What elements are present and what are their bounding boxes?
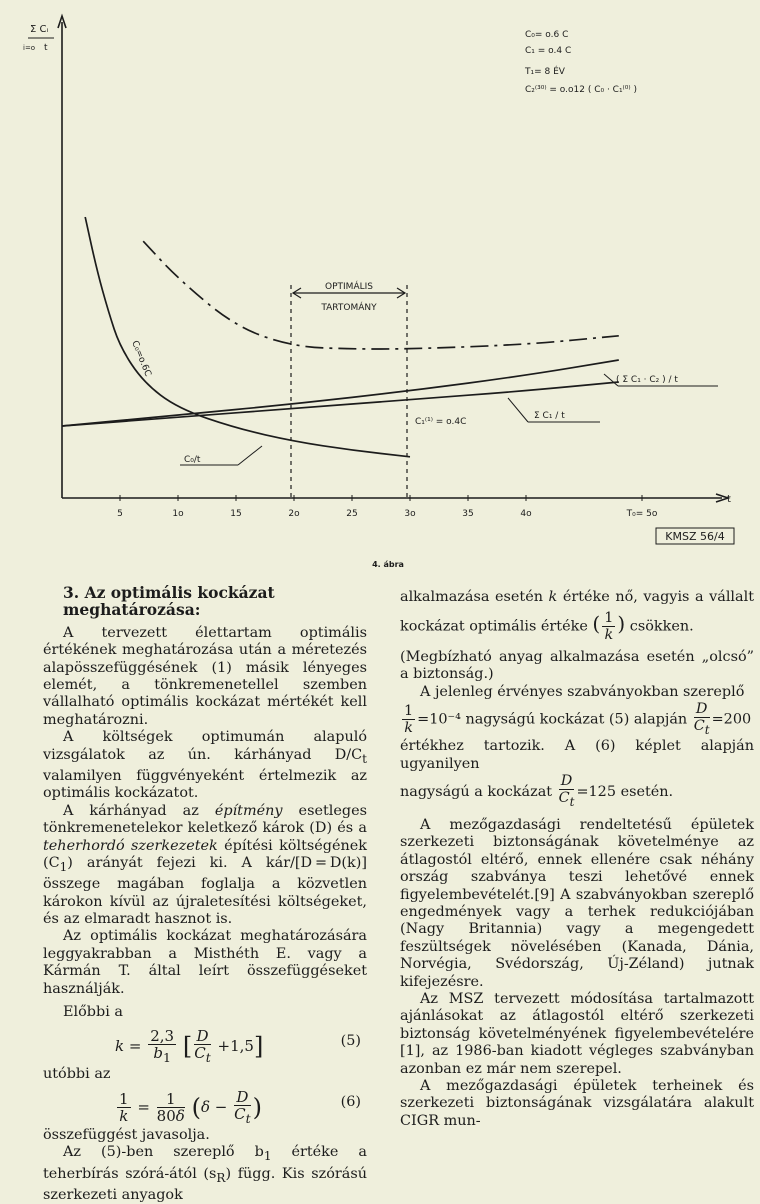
paragraph: A jelenleg érvényes szabványokban szereplő — [420, 683, 745, 700]
label-c1-const: C₁⁽¹⁾ = o.4C — [415, 417, 467, 427]
leader-sum-c1 — [508, 398, 528, 422]
section-heading: 3. Az optimális kockázat meghatározása: — [63, 583, 275, 620]
x-tick-label: 35 — [462, 509, 474, 519]
x-tick-label: 4o — [520, 509, 532, 519]
param-c2: C₂⁽³⁰⁾ = o.o12 ( C₀ · C₁⁽⁰⁾ ) — [525, 85, 637, 95]
paragraph: A kárhányad az építmény esetleges tönkremenetelekor keletkező károk (D) és a teherhordó szerkezetek építési költségének $(C_1)$ arányát fejezi ki. A kár/[D = D(k)] összege magában foglalja a közvetlen károkon kívül az újraletesítési költségeket, és az elmaradt hasznot is. — [43, 802, 367, 928]
param-t1: T₁= 8 ÉV — [525, 67, 565, 77]
param-c1: C₁ = o.4 C — [525, 46, 572, 56]
paragraph: Az optimális kockázat meghatározására leggyakrabban a Misthéth E. vagy a Kármán T. által leírt összefüggéseket használják. — [43, 928, 367, 997]
label-c0t: C₀/t — [184, 455, 201, 465]
optimal-label-1: OPTIMÁLIS — [325, 282, 373, 292]
paragraph: Az (5)-ben szereplő $b_1$ értéke a teherbírás szórá-ától $(s_R)$ függ. Kis szórású szerkezeti anyagok — [43, 1144, 367, 1203]
left-column — [43, 584, 367, 1204]
y-axis-label-den: t — [44, 43, 48, 53]
paragraph: értékhez tartozik. A (6) képlet alapján ugyanilyen — [400, 738, 754, 772]
paragraph: (Megbízható anyag alkalmazása esetén „olcsó” a biztonság.) — [400, 649, 754, 683]
paragraph: alkalmazása esetén k értéke nő, vagyis a vállalt kockázat optimális értéke ( $\frac{1}{k}$ ) csökken. — [400, 589, 754, 643]
label-c0-curve: C₀=o.6C — [129, 339, 153, 379]
paragraph: összefüggést javasolja. — [43, 1126, 210, 1143]
paragraph: A mezőgazdasági épületek terheinek és szerkezeti biztonságának vizsgálatára alakult CIGR mun- — [400, 1078, 754, 1129]
x-tick-label: T₀= 5o — [626, 509, 658, 519]
paragraph: $\frac{1}{k}$ =10⁻⁴ nagyságú kockázat (5) alapján $\frac{D}{C_t}$ =200 — [404, 701, 752, 738]
optimal-label-2: TARTOMÁNY — [321, 303, 377, 313]
text-line: Előbbi a — [63, 1004, 123, 1021]
y-axis-label-range: i=o — [23, 44, 36, 52]
x-tick-label: 2o — [288, 509, 300, 519]
x-tick-label: 25 — [346, 509, 358, 519]
label-sum-c1: Σ C₁ / t — [534, 411, 565, 421]
paragraph: A mezőgazdasági rendeltetésű épületek szerkezeti biztonságának követelménye az átlagostól eltérő, ennek ellenére csak néhány ország szabványa teszi lehetővé ennek figyelembevételét.[9] A szabványokban szereplő engedmények vagy a terhek redukciójában (Nagy Britannia) vagy a megengedett feszültségek növelésében (Kanada, Dánia, Norvégia, Svédország, Új-Zéland) jutnak kifejezésre. — [400, 816, 754, 990]
x-axis-label: t — [727, 494, 731, 505]
text-line: utóbbi az — [43, 1065, 111, 1082]
right-column — [400, 584, 754, 1130]
x-tick-label: 5 — [117, 509, 123, 519]
total-cost-curve — [143, 241, 619, 349]
stamp-text: KMSZ 56/4 — [665, 530, 725, 543]
x-tick-label: 3o — [404, 509, 416, 519]
paragraph: A tervezett élettartam optimális értékének meghatározása után a méretezés alapösszefüggésének (1) másik lényeges elemét, a tönkremenetellel szemben vállalható optimális kockázat mértékét kell meghatározni. — [43, 624, 367, 728]
paragraph: A költségek optimumán alapuló vizsgálatok az ún. kárhányad $D/C_t$ valamilyen függvényeként értelmezik az optimális kockázatot. — [43, 729, 367, 802]
equation-5: k = $\frac{2,3}{b_1}$ [ $\frac{D}{C_t}$ +1,5] (5) — [115, 1026, 361, 1065]
figure-caption: 4. ábra — [372, 560, 404, 569]
cost-chart-figure — [0, 0, 760, 575]
equation-6: $\frac{1}{k}$ = $\frac{1}{80\delta}$ (δ − $\frac{D}{C_t}$ ) (6) — [119, 1087, 361, 1126]
paragraph: Az MSZ tervezett módosítása tartalmazott ajánlásokat az átlagostól eltérő szerkezeti biztonság követelményének figyelembevételére [1], az 1986-ban kiadott végleges szabványban azonban ez már nem szerepel. — [400, 990, 754, 1077]
x-tick-label: 15 — [230, 509, 242, 519]
label-sum-c1c2: ( Σ C₁ · C₂ ) / t — [616, 375, 678, 385]
param-c0: C₀= o.6 C — [525, 30, 569, 40]
paragraph: nagyságú a kockázat $\frac{D}{C_t}$ =125 esetén. — [400, 773, 674, 810]
x-tick-label: 1o — [172, 509, 184, 519]
y-axis-label-num: Σ Cᵢ — [30, 24, 49, 35]
